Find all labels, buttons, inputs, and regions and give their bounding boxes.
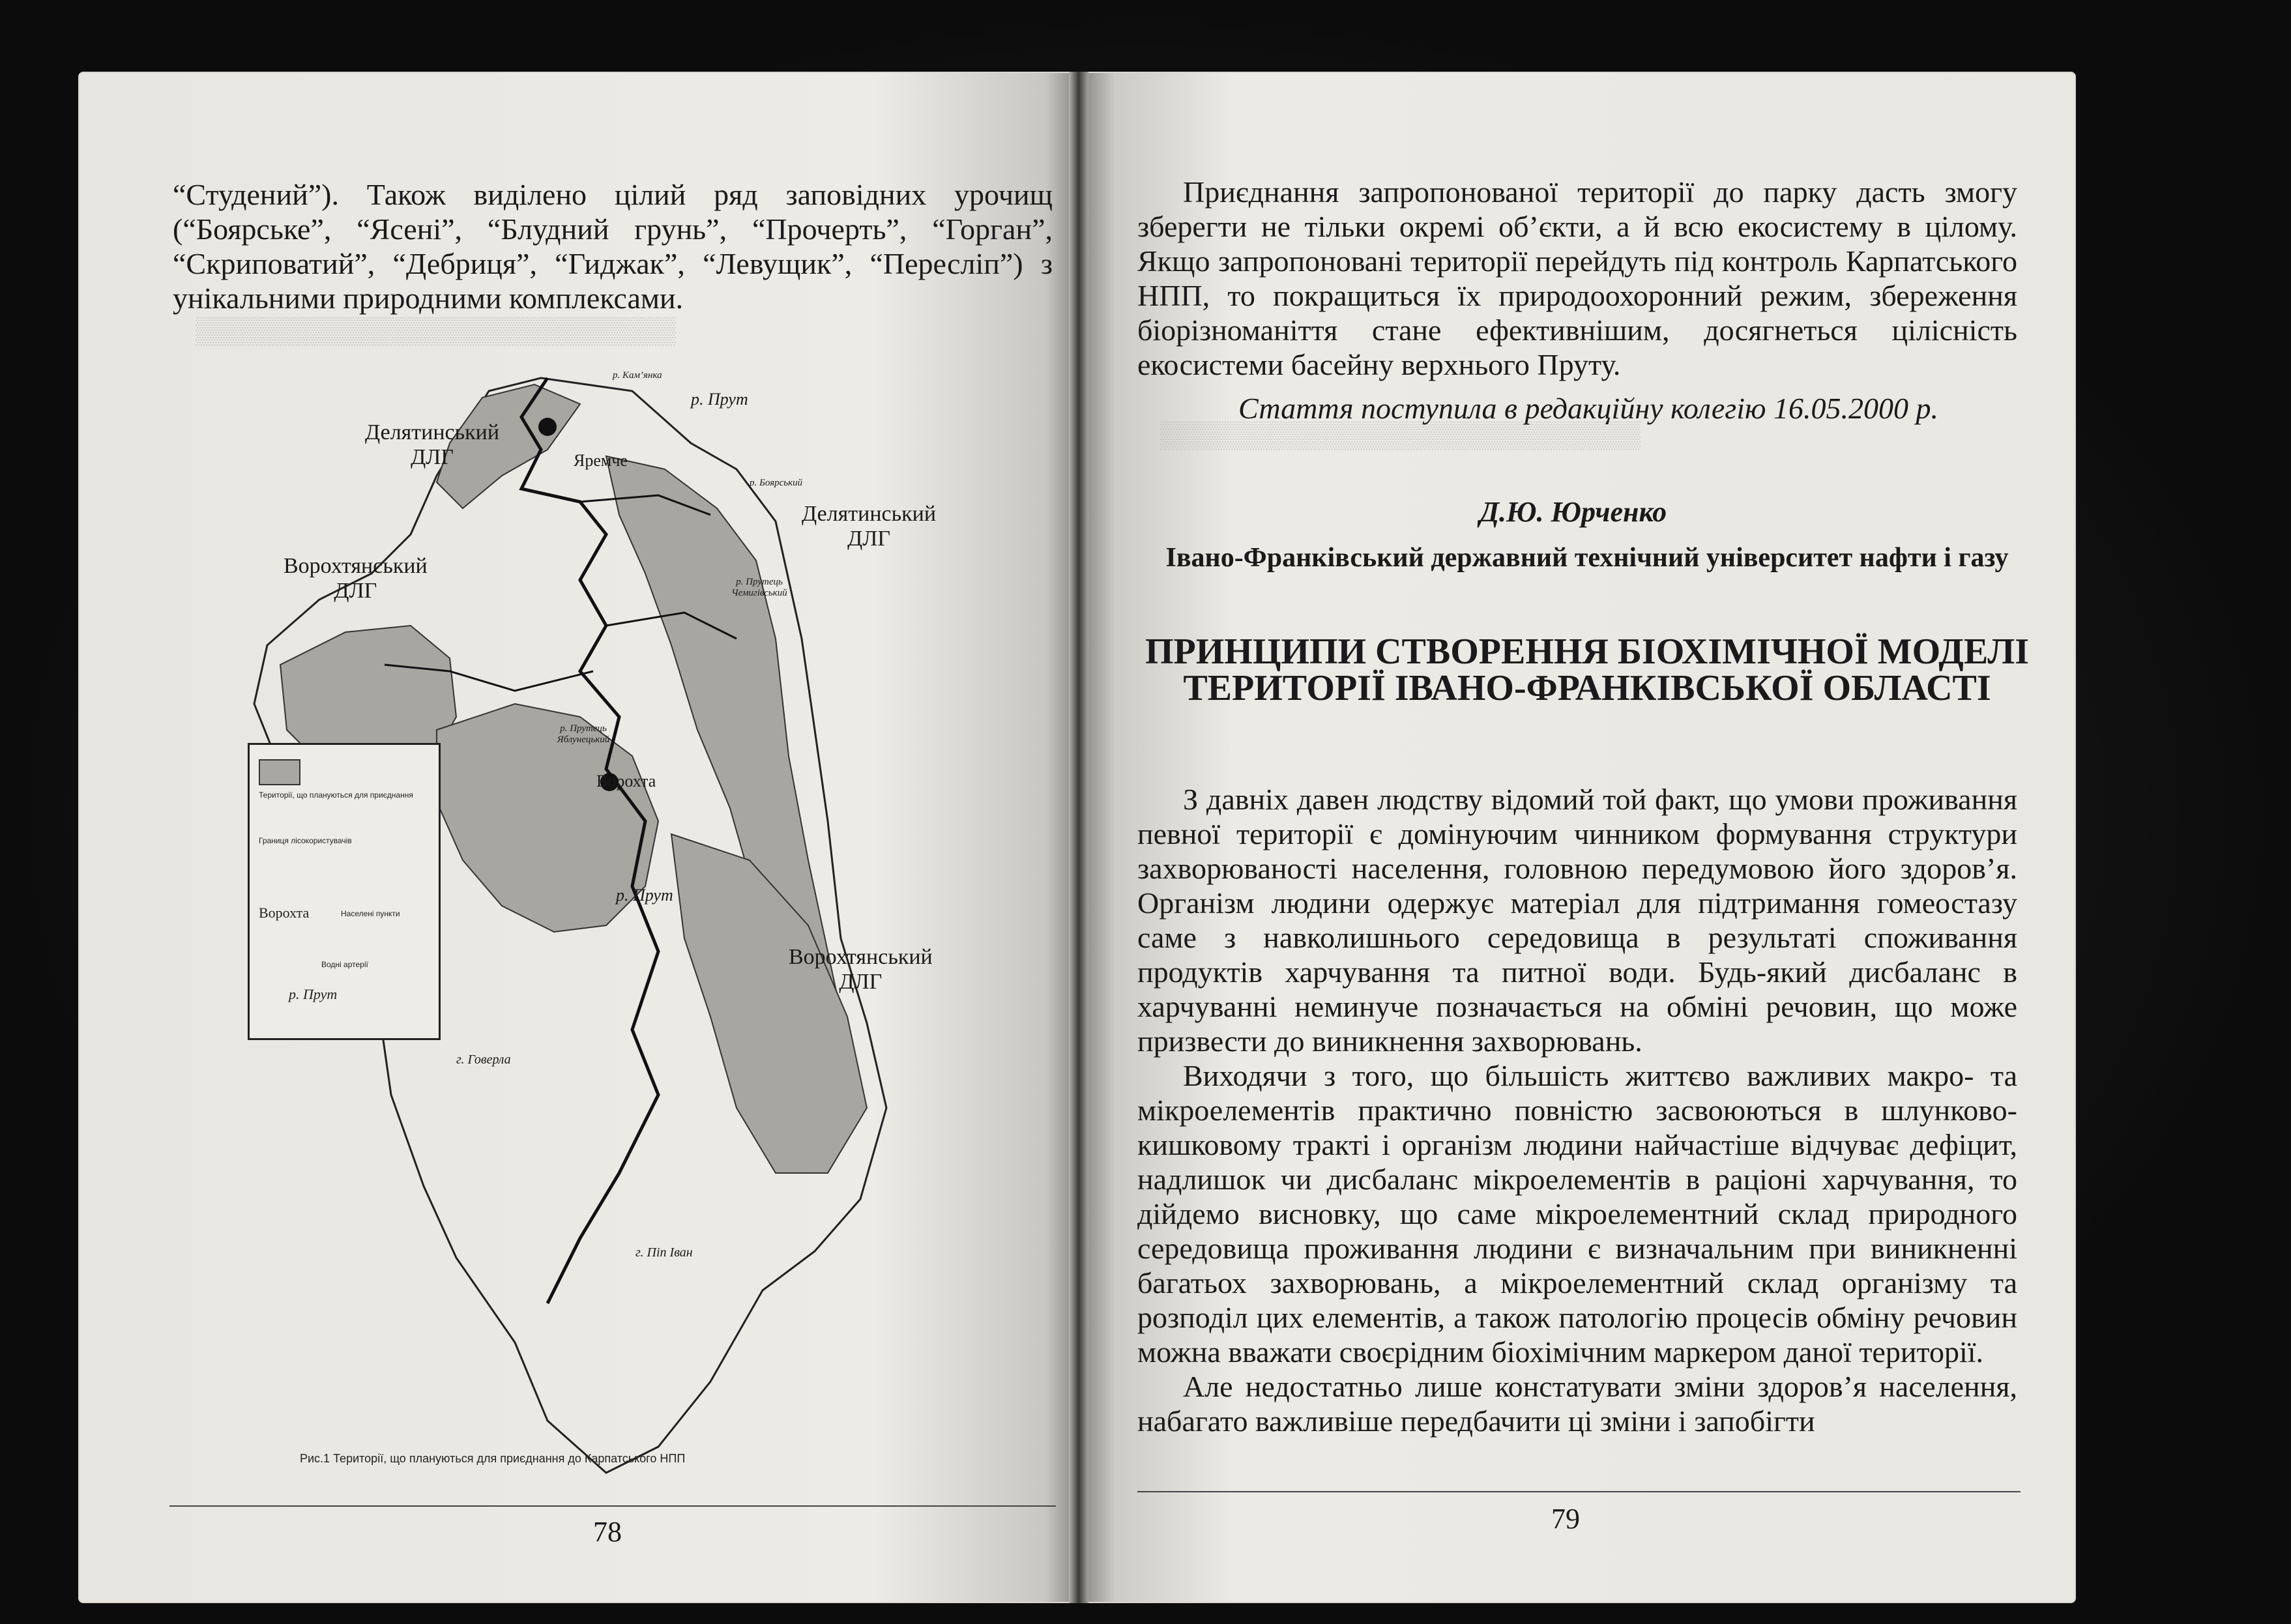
map-label: Яремче — [574, 451, 628, 470]
map-label: р. Прут — [616, 886, 673, 905]
bleed-through: ▒▒▒▒▒▒▒▒▒▒▒▒▒▒▒▒▒▒▒▒▒▒▒▒▒▒ — [196, 315, 676, 345]
body-paragraph: З давніх давен людству відомий той факт, що умови проживання певної території є домінуючим чинником формування структури захворюваності населення, головною передумовою його здоров’я. Організм людини одержує матеріал для підтримання гомеостазу саме з навколишнього середовища в результаті споживання продуктів харчування та питної води. Будь-який дисбаланс в харчуванні неминуче позначається на обміні речовин, що може призвести до виникнення захворювань. — [1137, 783, 2017, 1058]
legend-item: р. Прут — [289, 986, 338, 1002]
footer-rule — [169, 1505, 1056, 1507]
map-label: р. Кам’янка — [613, 370, 662, 381]
map-label: р. Прут — [691, 390, 748, 409]
page-number: 78 — [593, 1516, 622, 1548]
bleed-through: ▒▒▒▒▒▒▒▒▒▒▒▒▒▒▒▒▒▒▒▒▒▒▒▒▒▒ — [1160, 420, 1641, 449]
body-paragraph: Виходячи з того, що більшість життєво важливих макро- та мікроелементів практично повністю засвоюються в шлунково-кишковому тракті і організм людини найчастіше відчуває дефіцит, надлишок чи дисбаланс мікроелементів в раціоні харчування, то дійдемо висновку, що саме мікроелементний склад природного середовища проживання людини є визначальним при виникненні багатьох захворювань, а мікроелементний склад організму та розподіл цих елементів, а також патологію процесів обміну речовин можна вважати своєрідним біохімічним маркером даної території. — [1137, 1059, 2017, 1369]
article-title: ПРИНЦИПИ СТВОРЕННЯ БІОХІМІЧНОЇ МОДЕЛІ ТЕРИТОРІЇ ІВАНО-ФРАНКІВСЬКОЇ ОБЛАСТІ — [1145, 631, 2030, 708]
map-label: Ворохтянський ДЛГ — [789, 945, 933, 994]
received-note: Стаття поступила в редакційну колегію 16.05.2000 р. — [1238, 392, 1938, 425]
book-spine — [1069, 72, 1088, 1603]
settlement-dot — [538, 418, 557, 436]
article-body — [1137, 782, 2017, 1438]
map-label: Делятинський ДЛГ — [365, 420, 500, 469]
right-intro-text: Приєднання запропонованої території до парку дасть змогу зберегти не тільки окремі об’єкти, а й всю екосистему в цілому. Якщо запропоновані території перейдуть під контроль Карпатського НПП, то покращиться їх природоохоронний режим, збереження біорізноманіття стане ефективнішим, досягнеться цілісність екосистеми басейну верхнього Пруту. — [1137, 175, 2017, 381]
legend-item: Території, що плануються для приєднання — [259, 790, 413, 800]
author: Д.Ю. Юрченко — [1480, 496, 1667, 528]
map-legend — [248, 743, 441, 1040]
affiliation: Івано-Франківський державний технічний університет нафти і газу — [1165, 543, 2009, 573]
figure-caption: Рис.1 Території, що плануються для приєднання до Карпатського НПП — [300, 1452, 686, 1465]
footer-rule — [1137, 1491, 2021, 1492]
page-number: 79 — [1551, 1503, 1580, 1535]
legend-item: Границя лісокористувачів — [259, 836, 352, 845]
map-label: Ворохта — [596, 772, 656, 790]
body-paragraph: Але недостатньо лише констатувати зміни здоров’я населення, набагато важливіше передбачити ці зміни і запобігти — [1137, 1370, 2017, 1438]
map-label: Ворохтянський ДЛГ — [284, 554, 428, 603]
legend-item: Водні артерії — [321, 960, 368, 969]
legend-swatch — [259, 759, 300, 785]
map-label: Делятинський ДЛГ — [802, 502, 937, 551]
left-intro-text: “Студений”). Також виділено цілий ряд заповідних урочищ (“Боярське”, “Ясені”, “Блудний грунь”, “Прочерть”, “Горган”, “Скриповатий”, “Дебриця”, “Гиджак”, “Левущик”, “Пересліп”) з унікальними природними комплексами. — [173, 178, 1053, 315]
map-label: р. Прутець Чемигівський — [731, 577, 787, 598]
map-label: г. Говерла — [456, 1052, 511, 1067]
map-label: р. Прутець Яблунецький — [557, 723, 610, 745]
territory-shade — [671, 834, 867, 1173]
map-label: г. Піп Іван — [635, 1245, 693, 1260]
legend-item: Ворохта — [259, 905, 310, 921]
map-label: р. Боярський — [750, 478, 803, 488]
legend-item: Населені пункти — [341, 909, 400, 918]
